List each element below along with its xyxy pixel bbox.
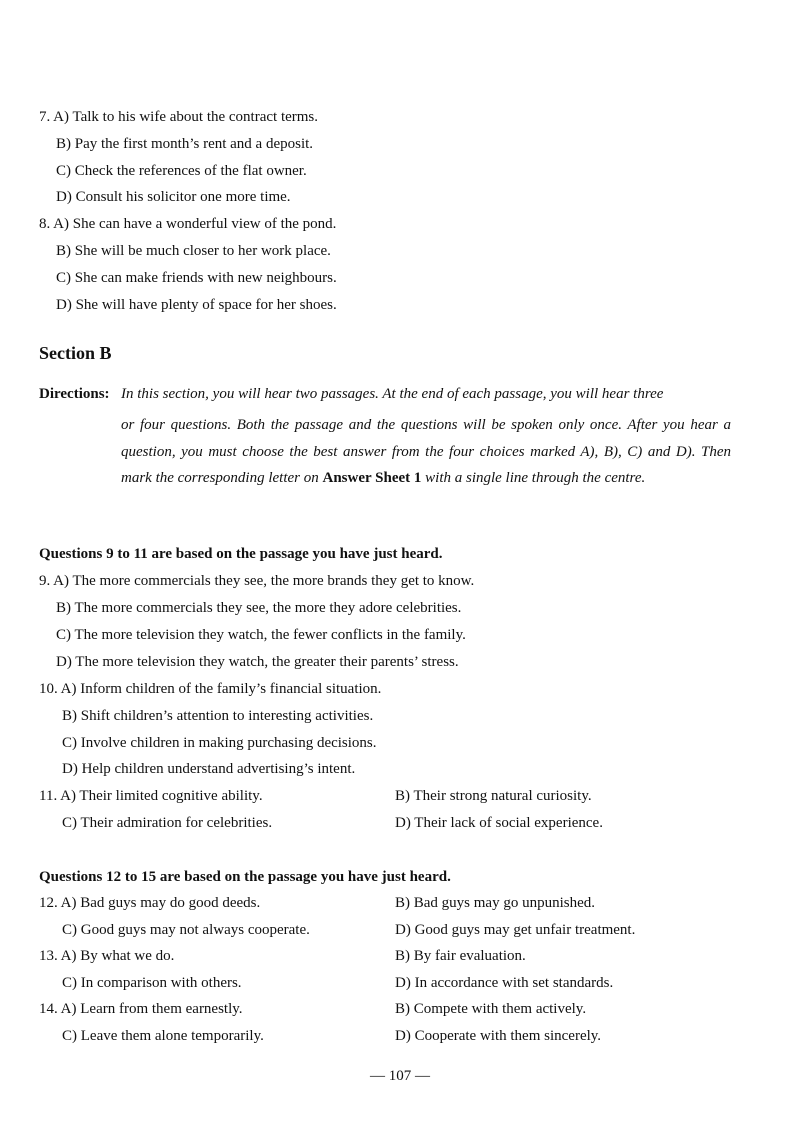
- q8-option-c: C) She can make friends with new neighbours.: [56, 270, 337, 286]
- directions-first-line: In this section, you will hear two passages. At the end of each passage, you will hear three: [121, 386, 664, 402]
- q10-option-d: D) Help children understand advertising’s intent.: [62, 761, 356, 777]
- q9-option-d: D) The more television they watch, the greater their parents’ stress.: [56, 654, 459, 670]
- q12-option-c: C) Good guys may not always cooperate.: [62, 922, 310, 938]
- q8-option-b: B) She will be much closer to her work place.: [56, 243, 331, 259]
- q10-option-c: C) Involve children in making purchasing decisions.: [62, 735, 377, 751]
- q12-option-b: B) Bad guys may go unpunished.: [395, 895, 595, 911]
- q13-option-a: 13. A) By what we do.: [39, 948, 175, 964]
- q9-option-b: B) The more commercials they see, the more they adore celebrities.: [56, 600, 462, 616]
- answer-sheet-label: Answer Sheet 1: [322, 470, 422, 487]
- q12-option-a: 12. A) Bad guys may do good deeds.: [39, 895, 261, 911]
- q14-option-d: D) Cooperate with them sincerely.: [395, 1028, 602, 1044]
- q14-option-b: B) Compete with them actively.: [395, 1001, 587, 1017]
- q11-option-d: D) Their lack of social experience.: [395, 815, 603, 831]
- group1-heading: Questions 9 to 11 are based on the passage you have just heard.: [39, 546, 443, 562]
- directions-text-part2: with a single line through the centre.: [425, 470, 646, 487]
- q14-option-c: C) Leave them alone temporarily.: [62, 1028, 264, 1044]
- section-title: Section B: [39, 343, 112, 363]
- directions-text: [121, 412, 731, 492]
- q11-option-b: B) Their strong natural curiosity.: [395, 788, 592, 804]
- q8-option-d: D) She will have plenty of space for her shoes.: [56, 297, 337, 313]
- q10-option-b: B) Shift children’s attention to interesting activities.: [62, 708, 374, 724]
- group2-heading: Questions 12 to 15 are based on the passage you have just heard.: [39, 869, 451, 885]
- q12-option-d: D) Good guys may get unfair treatment.: [395, 922, 636, 938]
- q11-option-c: C) Their admiration for celebrities.: [62, 815, 273, 831]
- q7-option-a: 7. A) Talk to his wife about the contract terms.: [39, 109, 319, 125]
- q10-option-a: 10. A) Inform children of the family’s financial situation.: [39, 681, 382, 697]
- q9-option-a: 9. A) The more commercials they see, the more brands they get to know.: [39, 573, 475, 589]
- q11-option-a: 11. A) Their limited cognitive ability.: [39, 788, 263, 804]
- q13-option-c: C) In comparison with others.: [62, 975, 242, 991]
- q14-option-a: 14. A) Learn from them earnestly.: [39, 1001, 243, 1017]
- q13-option-d: D) In accordance with set standards.: [395, 975, 614, 991]
- q7-option-c: C) Check the references of the flat owner.: [56, 163, 307, 179]
- q9-option-c: C) The more television they watch, the fewer conflicts in the family.: [56, 627, 466, 643]
- q7-option-d: D) Consult his solicitor one more time.: [56, 189, 291, 205]
- q13-option-b: B) By fair evaluation.: [395, 948, 526, 964]
- directions-text-part1: or four questions. Both the passage and the questions will be spoken only once. After you hear a question, you must choose the best answer from the four choices marked A), B), C) and D). Then mark the corresponding letter on: [121, 417, 731, 487]
- page-number: — 107 —: [370, 1068, 430, 1084]
- directions-label: Directions:: [39, 386, 110, 402]
- q8-option-a: 8. A) She can have a wonderful view of the pond.: [39, 216, 337, 232]
- q7-option-b: B) Pay the first month’s rent and a deposit.: [56, 136, 314, 152]
